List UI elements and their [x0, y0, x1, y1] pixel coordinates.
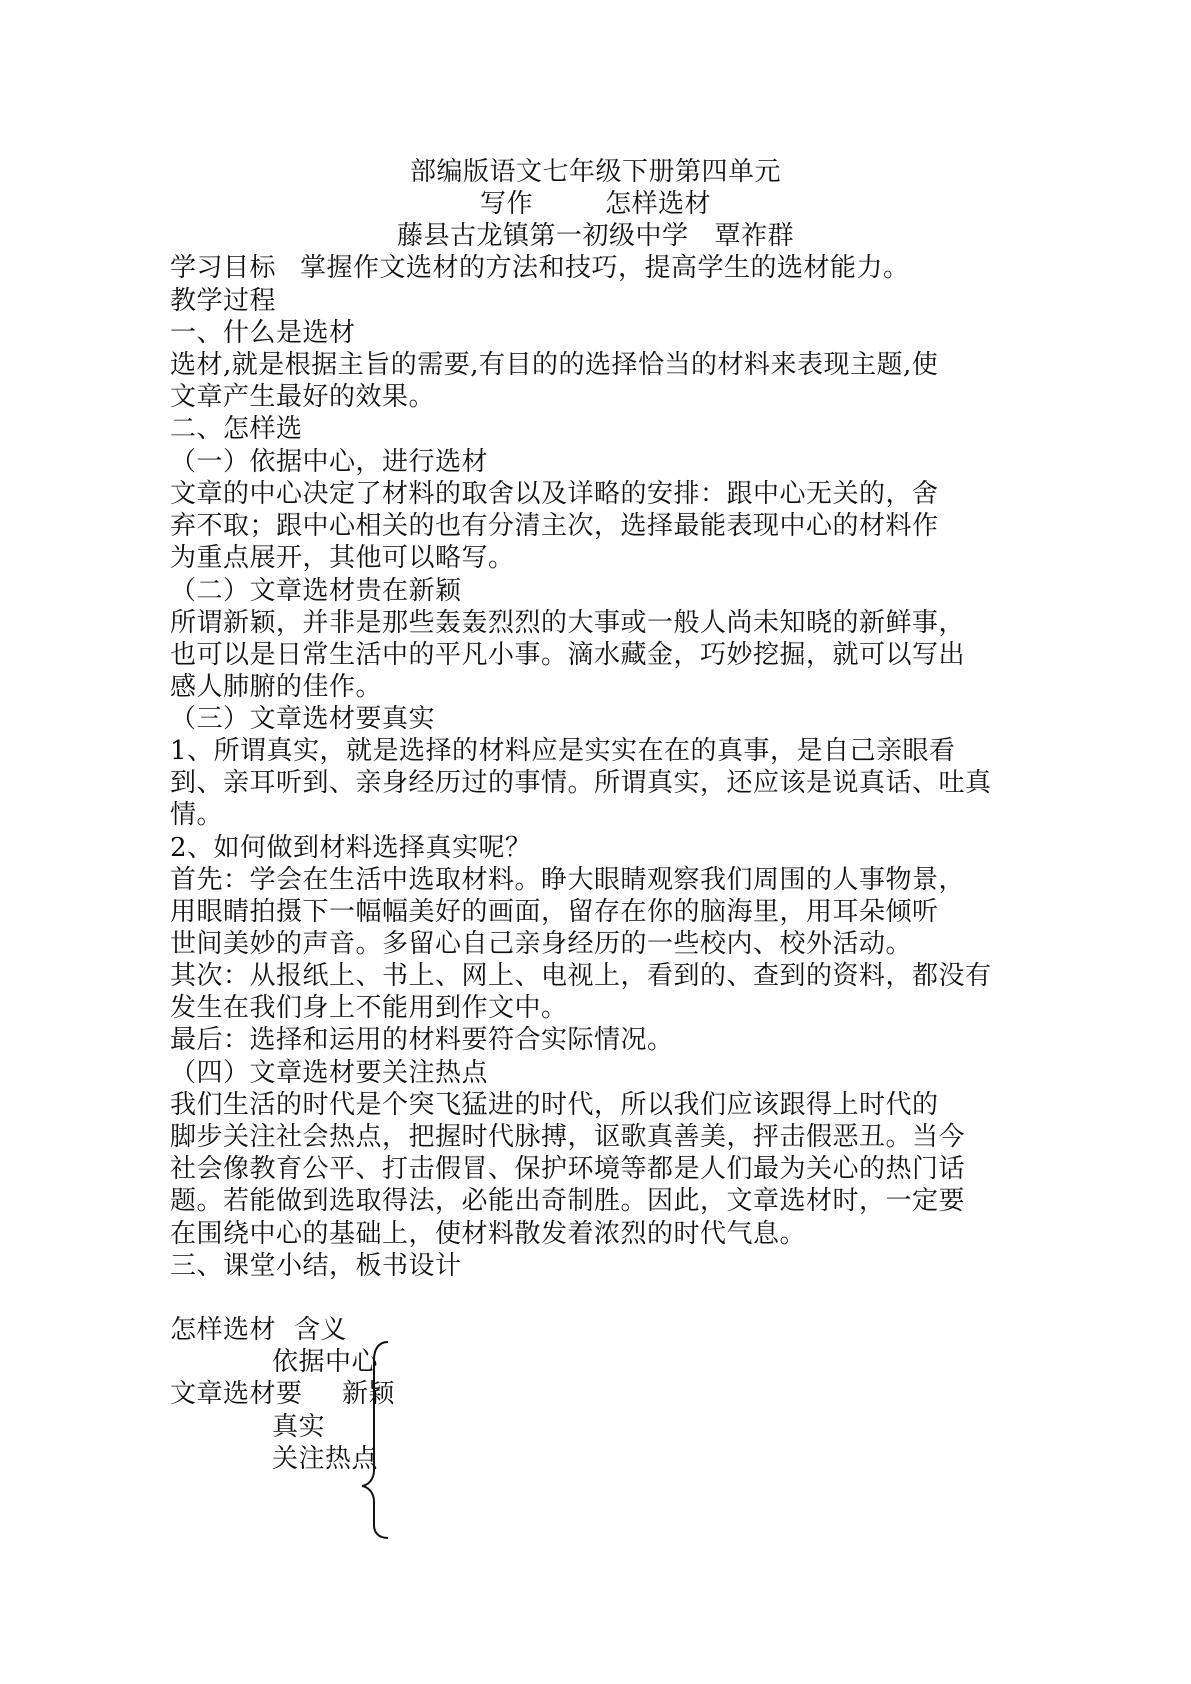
sub1-line: 文章的中心决定了材料的取舍以及详略的安排：跟中心无关的，舍 [170, 479, 939, 509]
subtitle-left: 写作 [479, 189, 533, 219]
sub2-line: 所谓新颖，并非是那些轰轰烈烈的大事或一般人尚未知晓的新鲜事， [170, 608, 966, 638]
sub3-line: 用眼睛拍摄下一幅幅美好的画面，留存在你的脑海里，用耳朵倾听 [170, 897, 939, 927]
section3-heading: 三、课堂小结，板书设计 [170, 1251, 462, 1281]
author-line [0, 220, 1191, 252]
board-meaning: 含义 [294, 1315, 348, 1345]
objective-label: 学习目标 [170, 253, 277, 283]
board-item-center: 依据中心 [272, 1347, 379, 1377]
sub4-line: 在围绕中心的基础上，使材料散发着浓烈的时代气息。 [170, 1219, 807, 1249]
sub3-line: 情。 [170, 800, 224, 830]
sub4-line: 社会像教育公平、打击假冒、保护环境等都是人们最为关心的热门话 [170, 1154, 966, 1184]
sub4-heading: （四）文章选材要关注热点 [170, 1058, 489, 1088]
sub1-line: 弃不取；跟中心相关的也有分清主次，选择最能表现中心的材料作 [170, 511, 939, 541]
sub3-heading: （三）文章选材要真实 [170, 704, 436, 734]
sub1-heading: （一）依据中心，进行选材 [170, 447, 489, 477]
document-subtitle [0, 188, 1191, 220]
board-item-novel: 新颖 [342, 1379, 396, 1409]
subtitle-right: 怎样选材 [605, 189, 712, 219]
section1-line: 文章产生最好的效果。 [170, 382, 436, 412]
sub2-line: 也可以是日常生活中的平凡小事。滴水藏金，巧妙挖掘，就可以写出 [170, 640, 966, 670]
document-title: 部编版语文七年级下册第四单元 [409, 157, 781, 187]
sub2-heading: （二）文章选材贵在新颖 [170, 576, 462, 606]
section1-heading: 一、什么是选材 [170, 318, 356, 348]
sub4-line: 题。若能做到选取得法，必能出奇制胜。因此，文章选材时，一定要 [170, 1186, 966, 1216]
process-heading: 教学过程 [170, 286, 277, 316]
section2-heading: 二、怎样选 [170, 414, 303, 444]
sub3-line: 首先：学会在生活中选取材料。睁大眼睛观察我们周围的人事物景， [170, 865, 966, 895]
section1-line: 选材,就是根据主旨的需要,有目的的选择恰当的材料来表现主题,使 [170, 350, 939, 380]
sub3-line: 其次：从报纸上、书上、网上、电视上，看到的、查到的资料，都没有 [170, 961, 992, 991]
sub3-line: 发生在我们身上不能用到作文中。 [170, 993, 568, 1023]
sub3-line: 世间美妙的声音。多留心自己亲身经历的一些校内、校外活动。 [170, 929, 913, 959]
board-root: 文章选材要 [170, 1379, 303, 1409]
sub2-line: 感人肺腑的佳作。 [170, 672, 383, 702]
board-title-text: 怎样选材 [170, 1315, 277, 1345]
sub4-line: 脚步关注社会热点，把握时代脉搏，讴歌真善美，抨击假恶丑。当今 [170, 1122, 966, 1152]
sub3-line: 1、所谓真实，就是选择的材料应是实实在在的真事，是自己亲眼看 [170, 736, 956, 766]
sub3-line: 最后：选择和运用的材料要符合实际情况。 [170, 1025, 674, 1055]
brace-bracket-icon [360, 1320, 410, 1540]
board-item-hotspot: 关注热点 [272, 1444, 379, 1474]
author-name: 覃祚群 [714, 221, 795, 251]
sub3-line: 到、亲耳听到、亲身经历过的事情。所谓真实，还应该是说真话、吐真 [170, 768, 992, 798]
sub4-line: 我们生活的时代是个突飞猛进的时代，所以我们应该跟得上时代的 [170, 1090, 939, 1120]
board-title [170, 1314, 347, 1346]
sub3-line: 2、如何做到材料选择真实呢？ [170, 833, 532, 863]
board-item-real: 真实 [272, 1412, 326, 1442]
learning-objective [170, 252, 910, 284]
author-school: 藤县古龙镇第一初级中学 [396, 221, 689, 251]
objective-text: 掌握作文选材的方法和技巧，提高学生的选材能力。 [300, 253, 910, 283]
sub1-line: 为重点展开，其他可以略写。 [170, 543, 515, 573]
